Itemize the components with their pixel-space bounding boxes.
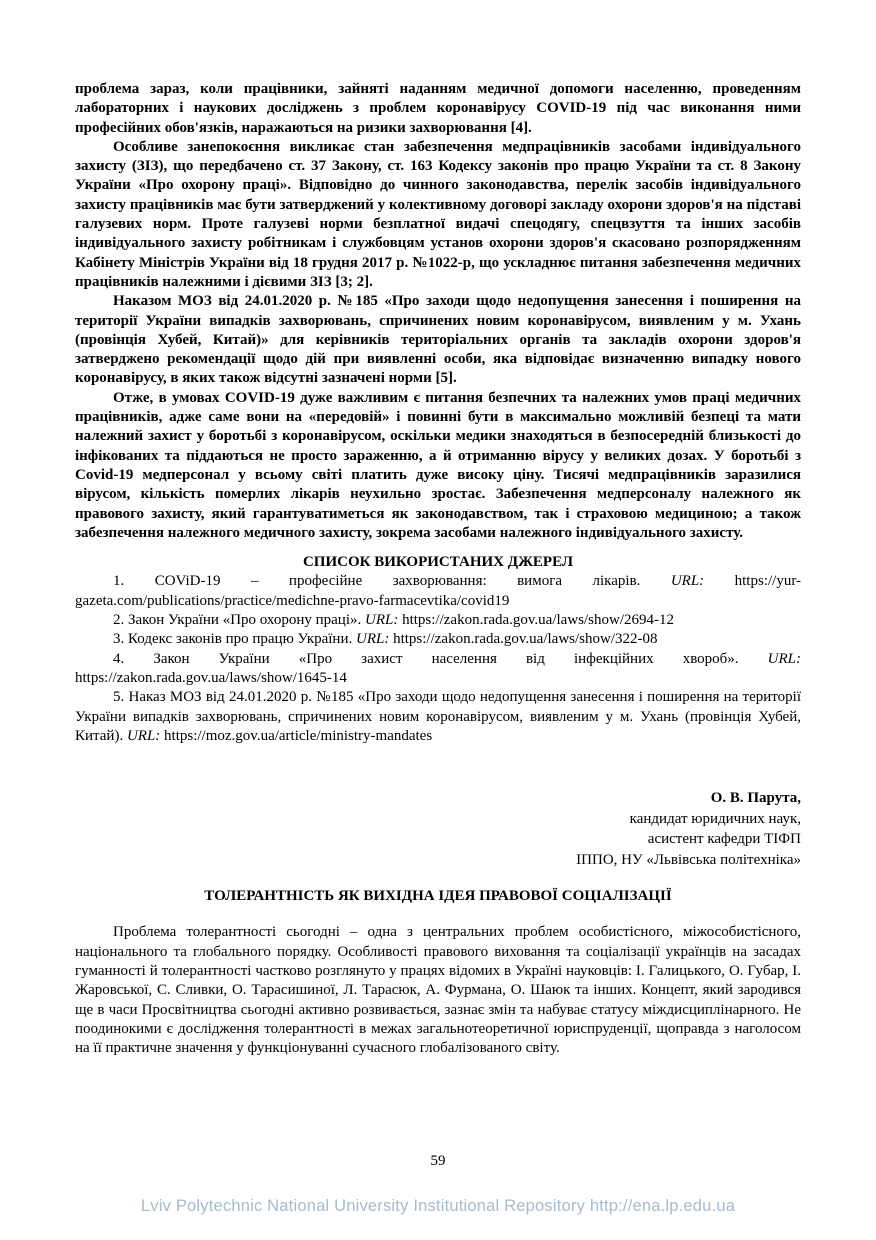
reference-url: https://zakon.rada.gov.ua/laws/show/322-08 — [393, 631, 658, 648]
reference-url: https://moz.gov.ua/article/ministry-mandates — [164, 727, 433, 744]
reference-text: 5. Наказ МОЗ від 24.01.2020 р. №185 «Про заходи щодо недопущення занесення і поширення на території України випадків захворювань, спричинених новим коронавірусом, виявленим у м. Ухань (провінція Хубей, Китай). — [75, 689, 801, 744]
references-heading: СПИСОК ВИКОРИСТАНИХ ДЖЕРЕЛ — [302, 554, 574, 571]
reference-item — [75, 572, 801, 611]
article-title: ТОЛЕРАНТНІСТЬ ЯК ВИХІДНА ІДЕЯ ПРАВОВОЇ СОЦІАЛІЗАЦІЇ — [204, 888, 672, 905]
reference-item — [75, 611, 801, 630]
body-paragraph: Наказом МОЗ від 24.01.2020 р. №185 «Про заходи щодо недопущення занесення і поширення на території України випадків захворювань, спричинених новим коронавірусом, виявленим у м. Ухань (провінція Хубей, Китай)» для керівників територіальних органів та закладів охорони здоров'я затверджено рекомендації щодо дій при виявленні особи, яка відповідає визначенню випадку нового коронавірусу, в яких також відсутні зазначені норми [5]. — [75, 293, 801, 387]
lead-paragraph: Проблема толерантності сьогодні – одна з центральних проблем особистісного, міжособистісного, національного та глобального порядку. Особливості правового виховання та соціалізації українців на засадах гуманності й толерантності частково розглянуто у працях відомих в Україні науковців: І. Галицького, О. Губар, І. Жаровської, С. Сливки, О. Тарасишиної, Л. Тарасюк, А. Фурмана, О. Шаюк та інших. Концепт, який зародився ще в часи Просвітництва сьогодні активно розвивається, зазнає змін та набуває статусу міждисциплінарного. Не поодинокими є дослідження толерантності в межах загальнотеоретичної юриспруденції, щоправда з наголосом на її практичне значення у функціонуванні сучасного глобалізованого світу. — [75, 924, 801, 1057]
repository-footer: Lviv Polytechnic National University Institutional Repository http://ena.lp.edu.ua — [140, 1197, 736, 1215]
author-position: асистент кафедри ТІФП — [647, 831, 801, 848]
reference-url-label: URL: — [365, 612, 399, 629]
reference-url: https://zakon.rada.gov.ua/laws/show/2694-12 — [402, 612, 674, 629]
reference-url: https://zakon.rada.gov.ua/laws/show/1645-14 — [75, 669, 347, 686]
reference-url-label: URL: — [767, 650, 802, 667]
reference-url-label: URL: — [126, 727, 161, 744]
reference-url: https://yur-gazeta.com/publications/practice/medichne-pravo-farmacevtika/covid19 — [75, 573, 802, 609]
reference-text: 2. Закон України «Про охорону праці». — [113, 612, 362, 629]
reference-url-label: URL: — [356, 631, 390, 648]
reference-item — [75, 688, 801, 746]
reference-item — [75, 630, 801, 649]
reference-item — [75, 650, 801, 689]
author-affiliation: ІППО, НУ «Львівська політехніка» — [576, 851, 801, 868]
reference-text: 1. COViD-19 – професійне захворювання: вимога лікарів. — [113, 573, 641, 590]
author-name: О. В. Парута, — [710, 790, 801, 807]
author-block — [75, 788, 801, 870]
reference-text: 3. Кодекс законів про працю України. — [113, 631, 353, 648]
author-degree: кандидат юридичних наук, — [629, 810, 801, 827]
reference-text: 4. Закон України «Про захист населення від інфекційних хвороб». — [113, 650, 739, 667]
body-paragraph: Отже, в умовах COVID-19 дуже важливим є питання безпечних та належних умов праці медичних працівників, адже саме вони на «передовій» і повинні бути в максимально можливій безпеці та мати належний захист у боротьбі з коронавірусом, оскільки медики знаходяться в безпосередній близькості до інфікованих та піддаються не просто зараженню, а й отриманню вірусу у великих дозах. У боротьбі з Covid-19 медперсонал у всьому світі платить дуже високу ціну. Тисячі медпрацівників заразилися вірусом, кількість померлих лікарів неухильно зростає. Забезпечення медперсоналу належного як правового захисту, який гарантуватиметься як законодавством, так і страховою медициною; а також забезпечення належного медичного захисту, зокрема засобами належного індивідуального захисту. — [75, 389, 801, 541]
body-paragraph: Особливе занепокоєння викликає стан забезпечення медпрацівників засобами індивідуального захисту (ЗІЗ), що передбачено ст. 37 Закону, ст. 163 Кодексу законів про працю України та ст. 8 Закону України «Про охорону праці». Відповідно до чинного законодавства, перелік засобів індивідуального захисту працівників має бути затверджений у колективному договорі закладу охорони здоров'я на підставі галузевих норм. Проте галузеві норми безплатної видачі спецодягу, спецвзуття та інших засобів індивідуального захисту робітникам і службовцям установ охорони здоров'я скасовано розпорядженням Кабінету Міністрів України від 18 грудня 2017 р. №1022-р, що ускладнює питання забезпечення медичних працівників належними і дієвими ЗІЗ [3; 2]. — [75, 138, 801, 290]
page-number: 59 — [430, 1153, 446, 1169]
page-content — [75, 80, 801, 1058]
body-paragraph: проблема зараз, коли працівники, зайняті наданням медичної допомоги населенню, проведенням лабораторних і наукових досліджень з проблем коронавірусу COVID-19 під час виконання ними професійних обов'язків, наражаються на ризики захворювання [4]. — [75, 81, 801, 136]
reference-url-label: URL: — [670, 573, 705, 590]
